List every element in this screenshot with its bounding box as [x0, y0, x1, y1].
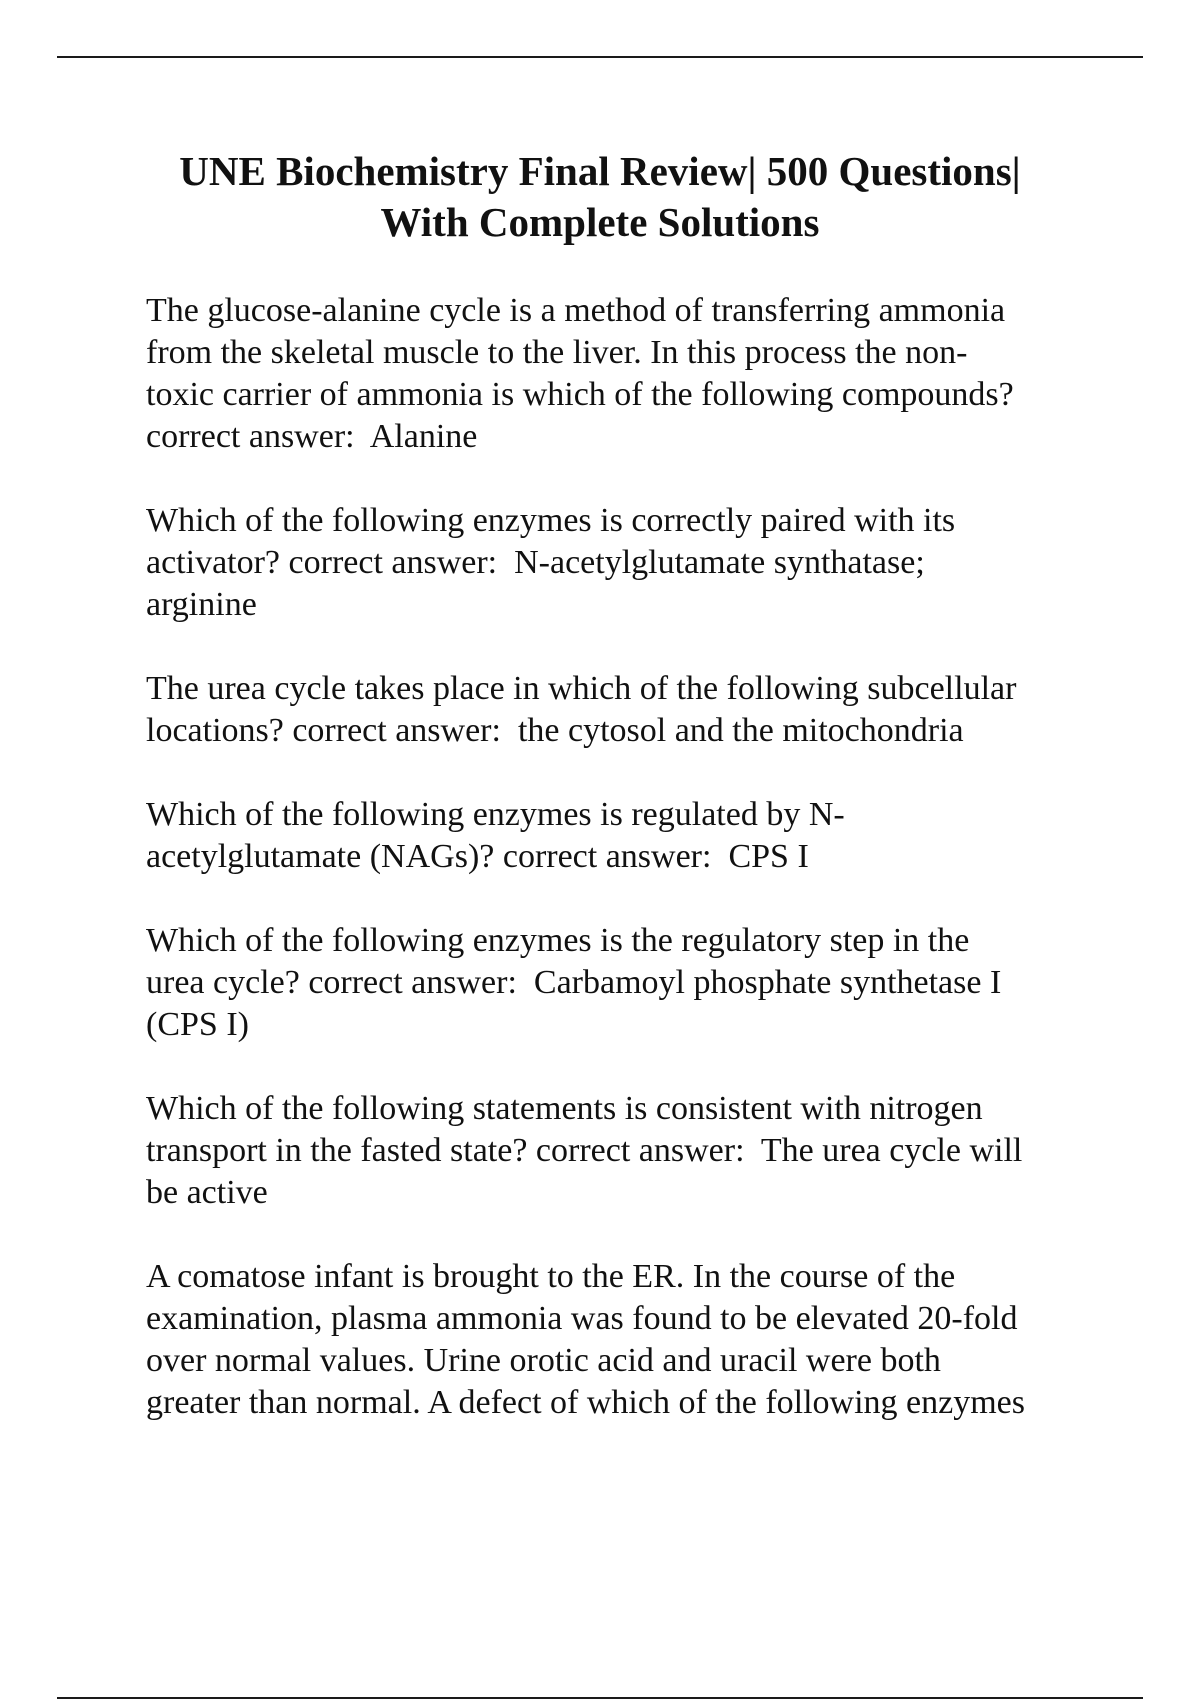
question-text-line: examination, plasma ammonia was found to be elevated 20-fold: [146, 1300, 1018, 1337]
answer-text-line: (CPS I): [146, 1006, 249, 1043]
question-item: [146, 668, 1146, 752]
answer-text-line: urea cycle? correct answer: Carbamoyl phosphate synthetase I: [146, 964, 1002, 1001]
answer-text-line: correct answer: Alanine: [146, 418, 478, 455]
question-item: [146, 920, 1146, 1046]
question-text-line: Which of the following enzymes is regulated by N-: [146, 796, 845, 833]
question-text-line: A comatose infant is brought to the ER. In the course of the: [146, 1258, 956, 1295]
question-item: [146, 500, 1146, 626]
footer-rule: [57, 1697, 1143, 1699]
question-text-line: The urea cycle takes place in which of the following subcellular: [146, 670, 1017, 707]
question-item: [146, 1256, 1146, 1424]
answer-text-line: acetylglutamate (NAGs)? correct answer: CPS I: [146, 838, 809, 875]
question-text-line: Which of the following enzymes is the regulatory step in the: [146, 922, 970, 959]
question-text-line: The glucose-alanine cycle is a method of transferring ammonia: [146, 292, 1006, 329]
question-item: [146, 794, 1146, 878]
question-text-line: greater than normal. A defect of which of the following enzymes: [146, 1384, 1025, 1421]
answer-text-line: be active: [146, 1174, 268, 1211]
document-title: [100, 146, 1100, 248]
question-item: [146, 1088, 1146, 1214]
question-list: [146, 290, 1146, 1466]
answer-text-line: arginine: [146, 586, 257, 623]
question-text-line: toxic carrier of ammonia is which of the following compounds?: [146, 376, 1014, 413]
answer-text-line: activator? correct answer: N-acetylglutamate synthatase;: [146, 544, 925, 581]
header-rule: [57, 56, 1143, 58]
title-line-2: With Complete Solutions: [380, 199, 820, 245]
question-text-line: Which of the following statements is consistent with nitrogen: [146, 1090, 983, 1127]
question-item: [146, 290, 1146, 458]
answer-text-line: locations? correct answer: the cytosol and the mitochondria: [146, 712, 964, 749]
answer-text-line: transport in the fasted state? correct answer: The urea cycle will: [146, 1132, 1023, 1169]
question-text-line: Which of the following enzymes is correctly paired with its: [146, 502, 956, 539]
title-line-1: UNE Biochemistry Final Review| 500 Questions|: [179, 148, 1021, 194]
question-text-line: from the skeletal muscle to the liver. In this process the non-: [146, 334, 968, 371]
question-text-line: over normal values. Urine orotic acid and uracil were both: [146, 1342, 941, 1379]
